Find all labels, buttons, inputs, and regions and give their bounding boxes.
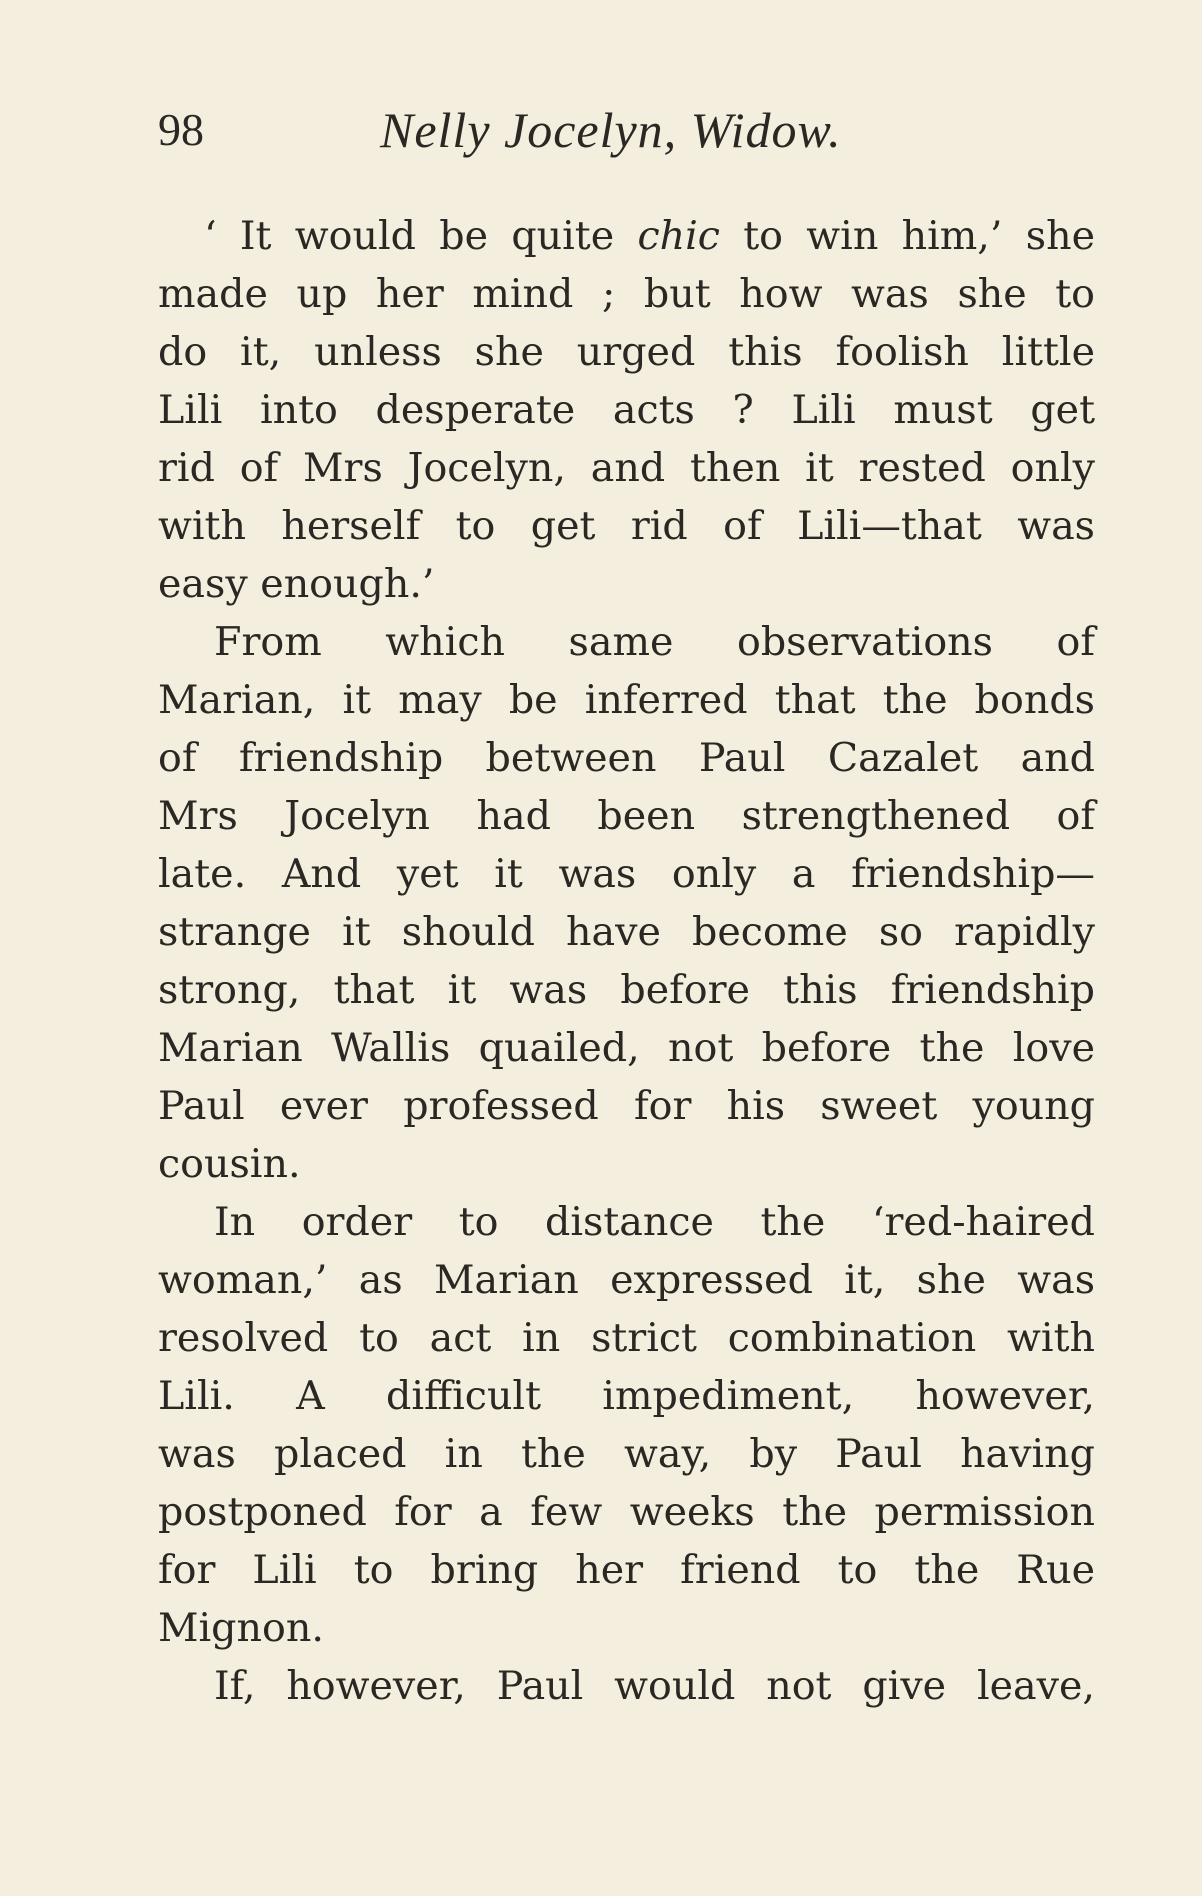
text-line: easy enough.’ bbox=[158, 561, 435, 607]
text-line: late. And yet it was only a friendship— bbox=[158, 851, 1095, 897]
text-line: strange it should have become so rapidly bbox=[158, 909, 1095, 955]
text-line: Lili. A difficult impediment, however, bbox=[158, 1373, 1095, 1419]
text-line: for Lili to bring her friend to the Rue bbox=[158, 1547, 1095, 1593]
text-line: cousin. bbox=[158, 1141, 301, 1187]
text-line: resolved to act in strict combination with bbox=[158, 1315, 1095, 1361]
italic-word: chic bbox=[637, 213, 720, 259]
text-line: with herself to get rid of Lili—that was bbox=[158, 503, 1095, 549]
paragraph-3 bbox=[158, 1193, 1095, 1657]
paragraph-2 bbox=[158, 613, 1095, 1193]
text-line: If, however, Paul would not give leave, bbox=[214, 1663, 1095, 1709]
text-line: ‘ It would be quite chic to win him,’ she bbox=[204, 213, 1095, 259]
text-line: Lili into desperate acts ? Lili must get bbox=[158, 387, 1095, 433]
text-line: Paul ever professed for his sweet young bbox=[158, 1083, 1095, 1129]
text-line: Marian Wallis quailed, not before the love bbox=[158, 1025, 1095, 1071]
running-title: Nelly Jocelyn, Widow. bbox=[380, 102, 842, 158]
text-line: Mignon. bbox=[158, 1605, 324, 1651]
text-line: In order to distance the ‘red-haired bbox=[214, 1199, 1095, 1245]
text-line: From which same observations of bbox=[214, 619, 1095, 665]
text-line: do it, unless she urged this foolish little bbox=[158, 329, 1095, 375]
page-header bbox=[158, 100, 1058, 160]
text-line: Marian, it may be inferred that the bonds bbox=[158, 677, 1095, 723]
body-text bbox=[158, 207, 1095, 1715]
text-line: Mrs Jocelyn had been strengthened of bbox=[158, 793, 1095, 839]
text-line: made up her mind ; but how was she to bbox=[158, 271, 1095, 317]
text-line: strong, that it was before this friendship bbox=[158, 967, 1095, 1013]
text-line: postponed for a few weeks the permission bbox=[158, 1489, 1095, 1535]
paragraph-1 bbox=[158, 207, 1095, 613]
paragraph-4 bbox=[158, 1657, 1095, 1715]
text-line: of friendship between Paul Cazalet and bbox=[158, 735, 1095, 781]
text-line: rid of Mrs Jocelyn, and then it rested only bbox=[158, 445, 1095, 491]
text-line: woman,’ as Marian expressed it, she was bbox=[158, 1257, 1095, 1303]
text-line: was placed in the way, by Paul having bbox=[158, 1431, 1095, 1477]
page-number: 98 bbox=[158, 104, 204, 155]
